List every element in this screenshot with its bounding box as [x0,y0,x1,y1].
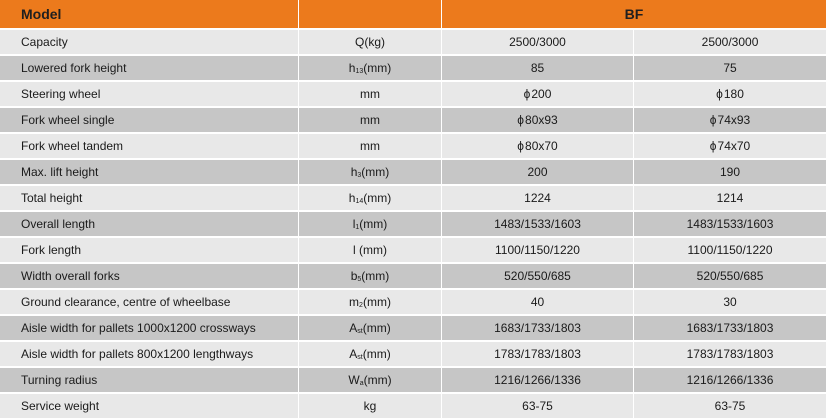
table-row [0,290,826,316]
unit-subscript: 3 [357,172,362,179]
table-row [0,160,826,186]
cell-value: 200 [527,165,548,179]
row-unit: mm [299,82,442,108]
value-cell-1 [442,368,634,394]
cell-value: 1100/1150/1220 [495,243,580,257]
cell-value: 80x70 [525,139,558,153]
value-cell-1 [442,56,634,82]
cell-value: 190 [719,165,741,179]
cell-value: 75 [723,61,737,75]
unit-suffix: (mm) [362,295,391,309]
unit-symbol: A [349,321,358,335]
row-label: Overall length [0,212,299,238]
table-row [0,56,826,82]
row-label: Fork wheel tandem [0,134,299,160]
cell-value: 30 [723,295,737,309]
unit-subscript: st [357,328,363,335]
cell-value: 1683/1733/1803 [686,321,774,335]
row-unit: mm [299,134,442,160]
diameter-icon: ϕ [716,87,723,101]
row-label: Lowered fork height [0,56,299,82]
unit-subscript: 5 [357,276,362,283]
cell-value: 85 [530,61,545,75]
table-row [0,316,826,342]
value-cell-2 [634,56,826,82]
row-unit: l (mm) [299,238,442,264]
cell-value: 1783/1783/1803 [494,347,581,361]
value-cell-1 [442,238,634,264]
cell-value: 1483/1533/1603 [686,217,774,231]
cell-value: 2500/3000 [509,35,566,49]
row-label: Fork length [0,238,299,264]
value-cell-2 [634,212,826,238]
cell-value: 63-75 [522,399,553,413]
row-unit [299,290,442,316]
row-label: Ground clearance, centre of wheelbase [0,290,299,316]
row-unit: mm [299,108,442,134]
unit-suffix: (mm) [363,191,392,205]
row-label: Steering wheel [0,82,299,108]
cell-value: 520/550/685 [696,269,764,283]
value-cell-1 [442,108,634,134]
row-label: Service weight [0,394,299,420]
row-label: Total height [0,186,299,212]
value-cell-1 [442,186,634,212]
unit-suffix: (mm) [362,347,391,361]
unit-subscript: 1 [355,224,360,231]
unit-suffix: (mm) [363,61,392,75]
unit-subscript: st [357,354,363,361]
value-cell-2 [634,30,826,56]
unit-subscript: 13 [355,68,364,75]
row-unit [299,264,442,290]
diameter-icon: ϕ [517,113,525,127]
row-label: Aisle width for pallets 800x1200 lengthways [0,342,299,368]
value-cell-2 [634,342,826,368]
row-unit [299,56,442,82]
value-cell-2 [634,160,826,186]
unit-symbol: h [348,191,356,205]
value-cell-2 [634,186,826,212]
table-row [0,368,826,394]
unit-subscript: 14 [355,198,364,205]
table-row [0,82,826,108]
cell-value: 74x93 [717,113,751,127]
diameter-icon: ϕ [709,113,717,127]
table-header [0,0,826,30]
cell-value: 200 [531,87,552,101]
cell-value: 1100/1150/1220 [687,243,773,257]
table-row [0,238,826,264]
cell-value: 63-75 [714,399,746,413]
cell-value: 180 [723,87,744,101]
row-label: Aisle width for pallets 1000x1200 crossways [0,316,299,342]
unit-suffix: (mm) [359,217,388,231]
value-cell-2 [634,264,826,290]
row-unit [299,342,442,368]
row-unit: kg [299,394,442,420]
unit-symbol: A [349,347,358,361]
value-cell-2 [634,134,826,160]
unit-subscript: a [359,380,364,387]
row-unit [299,212,442,238]
value-cell-2 [634,290,826,316]
table-row [0,342,826,368]
unit-symbol: b [350,269,358,283]
value-cell-1 [442,82,634,108]
value-cell-2 [634,368,826,394]
value-cell-1 [442,160,634,186]
value-cell-2 [634,238,826,264]
unit-suffix: (mm) [361,269,390,283]
cell-value: 520/550/685 [504,269,571,283]
table-row [0,264,826,290]
table-row [0,212,826,238]
value-cell-1 [442,290,634,316]
table-row [0,30,826,56]
row-unit [299,316,442,342]
row-unit [299,368,442,394]
value-cell-1 [442,30,634,56]
row-label: Width overall forks [0,264,299,290]
value-cell-2 [634,316,826,342]
unit-symbol: h [348,61,356,75]
cell-value: 74x70 [717,139,751,153]
cell-value: 2500/3000 [701,35,759,49]
row-label: Fork wheel single [0,108,299,134]
unit-symbol: h [350,165,358,179]
table-row [0,394,826,420]
cell-value: 40 [530,295,545,309]
diameter-icon: ϕ [523,87,531,101]
table-body [0,30,826,420]
cell-value: 1214 [716,191,744,205]
cell-value: 1224 [524,191,551,205]
unit-suffix: (mm) [362,321,391,335]
unit-symbol: l [352,217,356,231]
value-cell-1 [442,212,634,238]
row-label: Capacity [0,30,299,56]
value-cell-1 [442,316,634,342]
unit-suffix: (mm) [361,165,390,179]
value-cell-1 [442,342,634,368]
cell-value: 1216/1266/1336 [686,373,774,387]
table-row [0,134,826,160]
row-unit [299,186,442,212]
brand-header: BF [442,0,826,30]
cell-value: 1483/1533/1603 [494,217,581,231]
value-cell-1 [442,394,634,420]
unit-symbol: W [348,373,360,387]
unit-subscript: 2 [359,302,363,309]
cell-value: 1683/1733/1803 [494,321,581,335]
value-cell-2 [634,394,826,420]
value-cell-1 [442,264,634,290]
unit-header [299,0,442,30]
model-header: Model [0,0,299,30]
table-row [0,108,826,134]
table-row [0,186,826,212]
unit-suffix: (mm) [363,373,392,387]
row-label: Max. lift height [0,160,299,186]
value-cell-2 [634,82,826,108]
cell-value: 80x93 [525,113,558,127]
row-unit [299,160,442,186]
value-cell-1 [442,134,634,160]
row-unit: Q(kg) [299,30,442,56]
cell-value: 1216/1266/1336 [494,373,581,387]
row-label: Turning radius [0,368,299,394]
value-cell-2 [634,108,826,134]
cell-value: 1783/1783/1803 [686,347,774,361]
diameter-icon: ϕ [709,139,717,153]
diameter-icon: ϕ [517,139,525,153]
unit-symbol: m [349,295,360,309]
